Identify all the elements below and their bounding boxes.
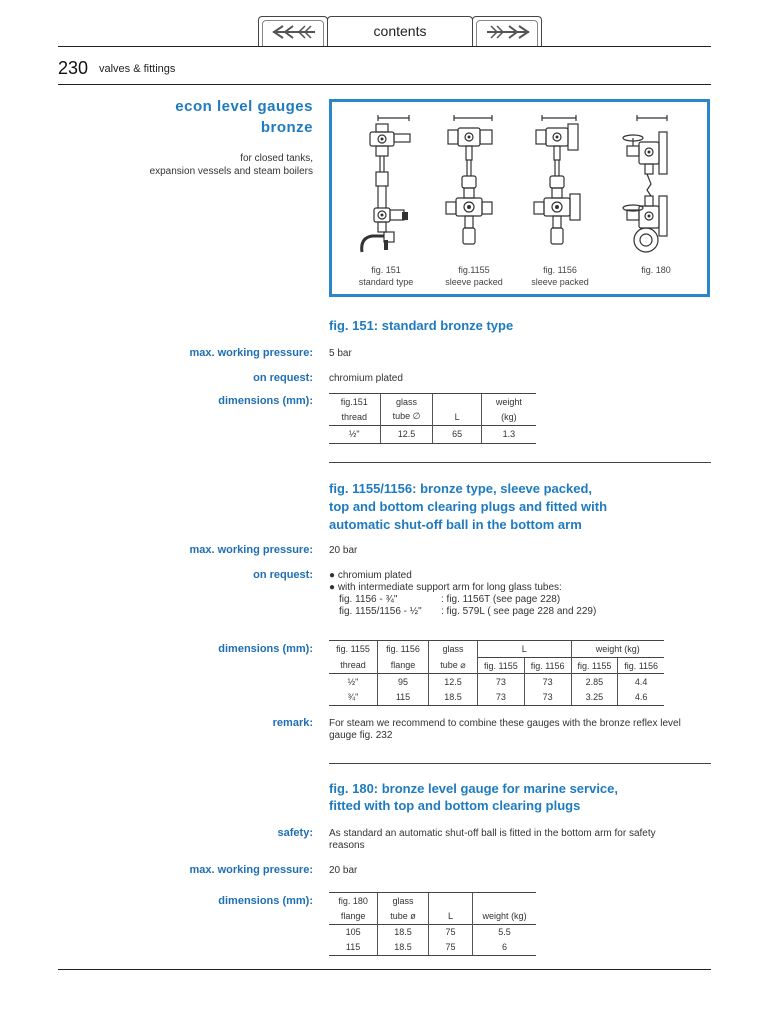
section-title: valves & fittings <box>99 63 176 75</box>
sec1155-dims-label: dimensions (mm): <box>218 643 313 655</box>
sec1155-title-line1: fig. 1155/1156: bronze type, sleeve packed, <box>329 481 593 496</box>
table-row: 115 18.5 75 6 <box>329 940 536 956</box>
header-bottom-rule <box>58 84 711 85</box>
sec1155-remark-text: For steam we recommend to combine these gauges with the bronze reflex level gauge fig. 232 <box>329 718 681 741</box>
sec151-dims-label: dimensions (mm): <box>218 395 313 407</box>
contents-label: contents <box>373 23 427 39</box>
double-arrow-right-icon <box>485 24 531 40</box>
product-desc-line2: expansion vessels and steam boilers <box>149 166 313 177</box>
sec180-pressure-value: 20 bar <box>329 865 358 876</box>
sec1155-title-line3: automatic shut-off ball in the bottom arm <box>329 517 582 532</box>
sec180-safety-label: safety: <box>277 827 313 839</box>
product-desc-line1: for closed tanks, <box>240 153 313 164</box>
sec1155-request-label: on request: <box>253 569 313 581</box>
sec180-pressure-label: max. working pressure: <box>189 864 313 876</box>
list-item: ● with intermediate support arm for long glass tubes: <box>329 582 562 593</box>
table-row: ½" 95 12.5 73 73 2.85 4.4 <box>329 674 664 690</box>
sec1155-pressure-label: max. working pressure: <box>189 544 313 556</box>
table-row: ¾" 115 18.5 73 73 3.25 4.6 <box>329 689 664 705</box>
list-item: fig. 1156 - ¾" : fig. 1156T (see page 228) <box>339 594 561 605</box>
sec1155-title-line2: top and bottom clearing plugs and fitted with <box>329 499 608 514</box>
sec151-divider <box>329 462 711 463</box>
figure-caption-1155: fig.1155 sleeve packed <box>445 265 503 287</box>
product-title-line2: bronze <box>260 119 313 136</box>
header-top-rule <box>58 46 711 47</box>
figure-caption-151: fig. 151 standard type <box>358 265 414 287</box>
sec1155-divider <box>329 763 711 764</box>
double-arrow-left-icon <box>271 24 317 40</box>
list-item: fig. 1155/1156 - ½" : fig. 579L ( see page 228 and 229) <box>339 606 597 617</box>
table-row: ½" 12.5 65 1.3 <box>329 425 536 443</box>
sec1155-pressure-value: 20 bar <box>329 545 358 556</box>
next-page-tab[interactable] <box>472 16 542 46</box>
sec151-request-value: chromium plated <box>329 373 403 384</box>
sec180-dimensions-table: fig. 180 glass flange tube ø L weight (kg) 105 18.5 75 5.5 115 18.5 75 6 <box>329 892 536 956</box>
footer-rule <box>58 969 711 970</box>
sec151-dimensions-table: fig.151 glass weight thread tube ∅ L (kg) ½" 12.5 65 1.3 <box>329 393 536 444</box>
table-row: 105 18.5 75 5.5 <box>329 924 536 940</box>
list-item: ● chromium plated <box>329 570 412 581</box>
figure-caption-1156: fig. 1156 sleeve packed <box>531 265 589 287</box>
sec151-pressure-value: 5 bar <box>329 348 352 359</box>
contents-tab[interactable] <box>327 16 473 46</box>
sec180-title-line1: fig. 180: bronze level gauge for marine service, <box>329 781 618 796</box>
sec151-pressure-label: max. working pressure: <box>189 347 313 359</box>
gauge-drawing-1156 <box>526 112 596 260</box>
figure-caption-180: fig. 180 <box>641 265 671 275</box>
sec180-dims-label: dimensions (mm): <box>218 895 313 907</box>
sec180-title-line2: fitted with top and bottom clearing plugs <box>329 798 581 813</box>
sec1155-remark-label: remark: <box>272 717 313 729</box>
sec1155-dimensions-table: fig. 1155 fig. 1156 glass L weight (kg) thread flange tube ⌀ fig. 1155 fig. 1156 fig. 1155 fig. 1156 ½" 95 12.5 73 73 2.85 4.4 ¾" 115 18.5 73 73 3.25 4.6 <box>329 640 664 706</box>
sec151-title: fig. 151: standard bronze type <box>329 318 514 333</box>
gauge-drawing-180 <box>617 112 687 260</box>
page-number: 230 <box>58 58 89 78</box>
sec1155-request-list <box>329 570 597 618</box>
sec151-request-label: on request: <box>253 372 313 384</box>
figure-box <box>329 99 710 297</box>
gauge-drawing-1155 <box>440 112 510 260</box>
gauge-drawing-151 <box>354 112 424 260</box>
product-title-line1: econ level gauges <box>175 98 313 115</box>
prev-page-tab[interactable] <box>258 16 328 46</box>
sec180-safety-text: As standard an automatic shut-off ball is fitted in the bottom arm for safety reasons <box>329 828 656 851</box>
